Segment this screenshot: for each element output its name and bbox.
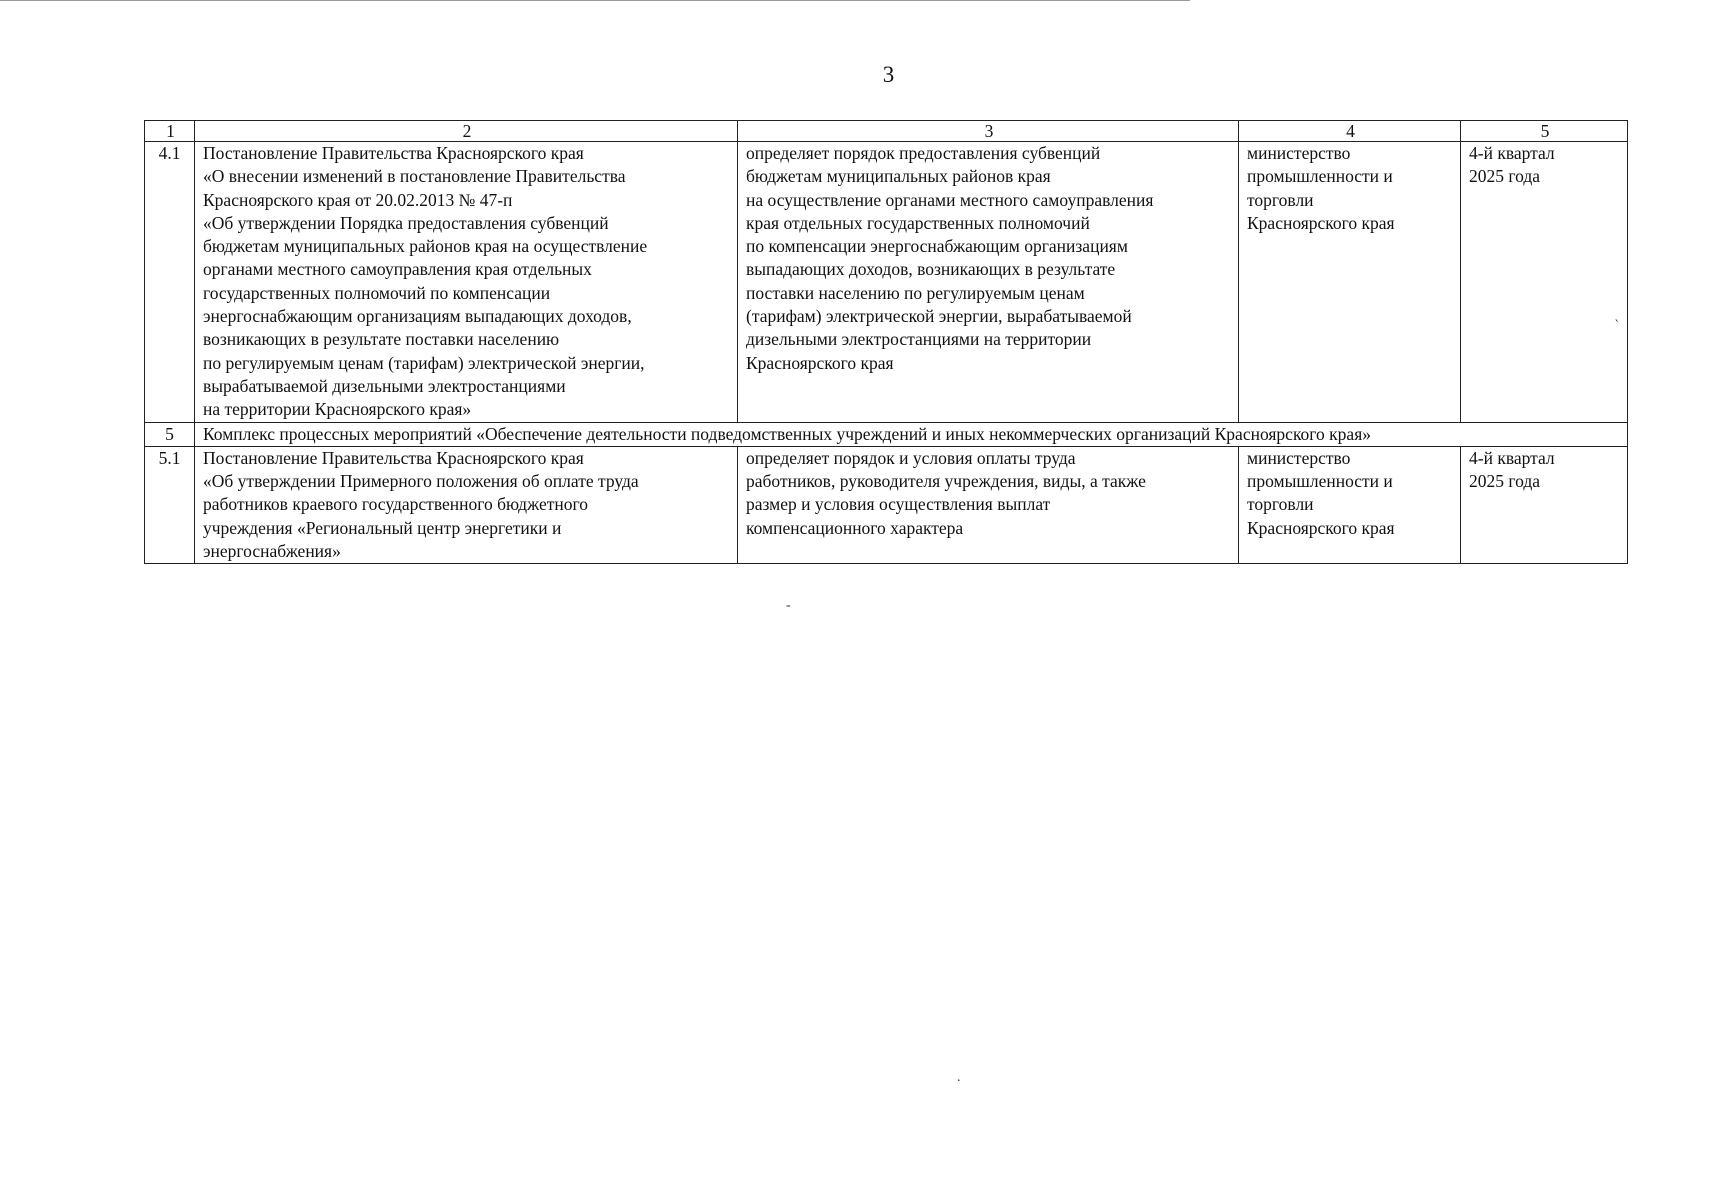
text-line: дизельными электростанциями на территории [746, 329, 1092, 350]
table-header-row [145, 121, 1628, 142]
text-line: «Об утверждении Примерного положения об оплате труда [203, 471, 639, 492]
header-cell-1: 1 [145, 121, 195, 142]
table-row [145, 446, 1628, 563]
text-line: края отдельных государственных полномочий [746, 212, 1090, 233]
text-line: размер и условия осуществления выплат [746, 494, 1051, 515]
text-line: торговли [1247, 494, 1314, 515]
scan-mark: - [786, 598, 791, 613]
deadline-cell [1461, 142, 1628, 423]
text-line: по регулируемым ценам (тарифам) электрической энергии, [203, 352, 645, 373]
text-line: на территории Красноярского края» [203, 399, 472, 420]
text-line: возникающих в результате поставки населению [203, 329, 560, 350]
text-line: выпадающих доходов, возникающих в результате [746, 259, 1116, 280]
text-line: «О внесении изменений в постановление Правительства [203, 166, 626, 187]
description-cell [738, 142, 1239, 423]
text-line: Постановление Правительства Красноярского края [203, 447, 584, 468]
text-line: вырабатываемой дизельными электростанциями [203, 375, 566, 396]
text-line: на осуществление органами местного самоуправления [746, 189, 1154, 210]
header-cell-2: 2 [195, 121, 738, 142]
header-cell-5: 5 [1461, 121, 1628, 142]
text-line: 2025 года [1469, 166, 1541, 187]
text-line: работников краевого государственного бюджетного [203, 494, 588, 515]
text-line: органами местного самоуправления края отдельных [203, 259, 592, 280]
text-line: Красноярского края от 20.02.2013 № 47-п [203, 189, 513, 210]
text-line: Красноярского края [746, 352, 894, 373]
row-number: 4.1 [145, 142, 195, 423]
deadline-cell [1461, 446, 1628, 563]
text-line: определяет порядок и условия оплаты труда [746, 447, 1076, 468]
text-line: министерство [1247, 143, 1351, 163]
description-cell [738, 446, 1239, 563]
text-line: промышленности и [1247, 166, 1393, 187]
text-line: Постановление Правительства Красноярского края [203, 143, 584, 163]
text-line: «Об утверждении Порядка предоставления субвенций [203, 212, 609, 233]
row-number: 5.1 [145, 446, 195, 563]
text-line: 4-й квартал [1469, 447, 1555, 468]
text-line: торговли [1247, 189, 1314, 210]
text-line: по компенсации энергоснабжающим организациям [746, 236, 1128, 257]
text-line: Красноярского края [1247, 212, 1395, 233]
text-line: учреждения «Региональный центр энергетики и [203, 517, 562, 538]
text-line: 4-й квартал [1469, 143, 1555, 163]
section-row [145, 422, 1628, 446]
scan-mark: ‵ [1615, 319, 1619, 334]
page-top-rule [0, 0, 1190, 1]
text-line: поставки населению по регулируемым ценам [746, 282, 1085, 303]
text-line: 2025 года [1469, 471, 1541, 492]
document-table [144, 120, 1628, 564]
header-cell-4: 4 [1239, 121, 1461, 142]
header-cell-3: 3 [738, 121, 1239, 142]
table-row [145, 142, 1628, 423]
section-number: 5 [145, 422, 195, 446]
text-line: министерство [1247, 447, 1351, 468]
text-line: бюджетам муниципальных районов края на осуществление [203, 236, 648, 257]
text-line: энергоснабжения» [203, 541, 341, 562]
text-line: компенсационного характера [746, 517, 964, 538]
text-line: работников, руководителя учреждения, виды, а также [746, 471, 1146, 492]
text-line: энергоснабжающим организациям выпадающих доходов, [203, 306, 632, 327]
responsible-cell [1239, 142, 1461, 423]
act-name-cell [195, 446, 738, 563]
page-number: 3 [882, 62, 895, 87]
scan-mark: . [957, 1070, 961, 1085]
text-line: определяет порядок предоставления субвенций [746, 143, 1101, 163]
act-name-cell [195, 142, 738, 423]
text-line: бюджетам муниципальных районов края [746, 166, 1051, 187]
text-line: государственных полномочий по компенсации [203, 282, 551, 303]
text-line: (тарифам) электрической энергии, вырабатываемой [746, 306, 1132, 327]
text-line: промышленности и [1247, 471, 1393, 492]
section-title: Комплекс процессных мероприятий «Обеспечение деятельности подведомственных учреждений и иных некоммерческих организаций Красноярского края» [195, 422, 1628, 446]
text-line: Красноярского края [1247, 517, 1395, 538]
responsible-cell [1239, 446, 1461, 563]
